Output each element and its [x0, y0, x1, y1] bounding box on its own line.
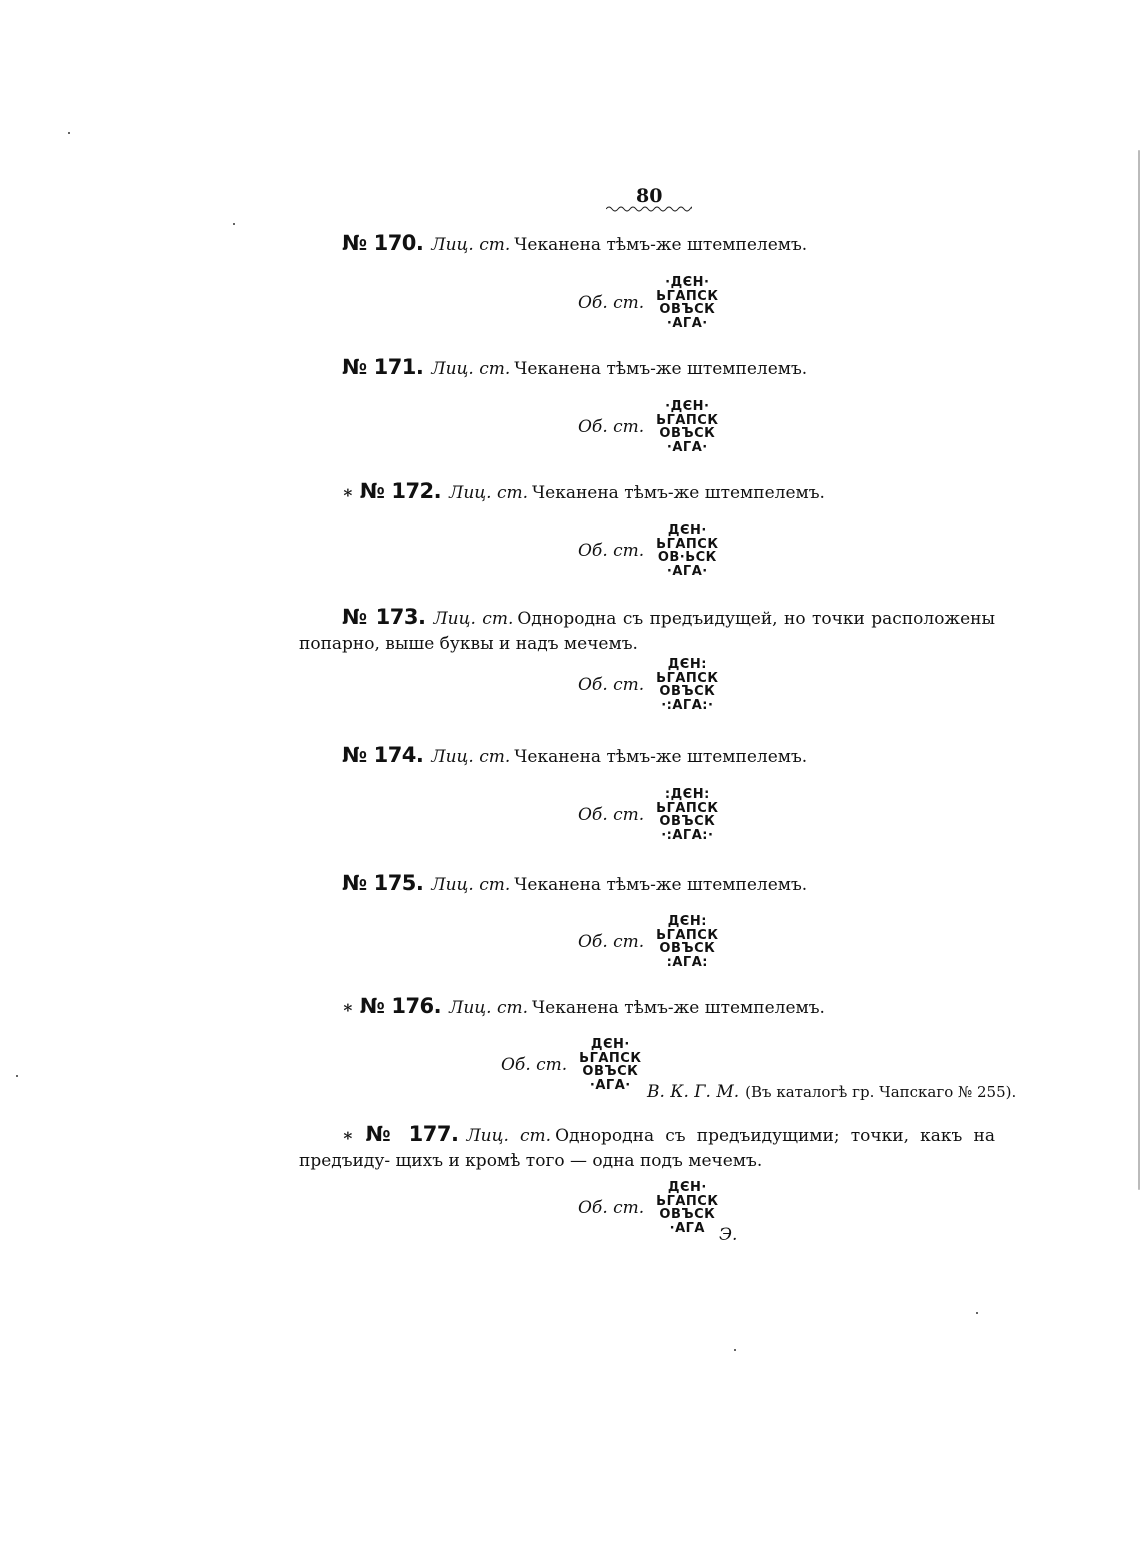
obverse-label: Лиц. ст.: [433, 609, 514, 629]
legend-line: ЬГАПСК: [656, 536, 719, 552]
obverse-label: Лиц. ст.: [431, 875, 511, 895]
legend-line: ДЄН·: [590, 1037, 630, 1052]
legend-line: ОВЪСК: [659, 426, 716, 441]
legend-line: ДЄН·: [667, 1180, 707, 1195]
entry-number: № 174.: [342, 743, 424, 767]
page-number: 80: [636, 185, 663, 207]
legend-line: :АГА:: [666, 954, 708, 970]
legend-line: ОВЪСК: [659, 684, 716, 699]
entry-text: Чеканена тѣмъ-же штемпелемъ.: [514, 359, 808, 379]
entry-172: [342, 479, 825, 506]
entry-173: [299, 605, 995, 657]
page-number-ornament: [606, 205, 692, 213]
obverse-label: Лиц. ст.: [431, 747, 511, 767]
legend-line: ·АГА·: [666, 439, 708, 455]
rarity-star: ∗: [342, 483, 354, 503]
collection-mark: Э.: [719, 1225, 738, 1245]
coin-legend: [656, 788, 718, 842]
reverse-173: [578, 658, 718, 712]
obverse-label: Лиц. ст.: [466, 1126, 552, 1146]
legend-line: ·:АГА:·: [661, 697, 714, 713]
legend-line: ·АГА·: [666, 315, 708, 331]
reverse-171: [578, 400, 718, 454]
coin-legend: [656, 915, 718, 969]
reverse-label: Об. ст.: [578, 805, 645, 825]
legend-line: ОВЪСК: [659, 1207, 716, 1222]
legend-line: ЬГАПСК: [656, 412, 719, 428]
legend-line: ЬГАПСК: [656, 927, 719, 943]
coin-legend: [656, 524, 718, 578]
entry-text: Чеканена тѣмъ-же штемпелемъ.: [532, 998, 825, 1018]
coin-legend: [656, 1181, 718, 1235]
entry-number: № 171.: [342, 355, 424, 379]
entry-text: Чеканена тѣмъ-же штемпелемъ.: [514, 875, 808, 895]
legend-line: ЬГАПСК: [579, 1050, 642, 1066]
legend-line: ЬГАПСК: [656, 670, 719, 686]
scan-speck: [734, 1349, 736, 1351]
obverse-label: Лиц. ст.: [431, 359, 511, 379]
obverse-label: Лиц. ст.: [449, 998, 528, 1018]
obverse-label: Лиц. ст.: [431, 235, 511, 255]
obverse-label: Лиц. ст.: [449, 483, 528, 503]
legend-line: ЬГАПСК: [656, 1193, 719, 1209]
legend-line: ·:АГА:·: [661, 827, 714, 843]
reverse-177: [578, 1181, 718, 1235]
reverse-label: Об. ст.: [578, 932, 645, 952]
entry-text: Однородна съ предъидущей, но точки расположены попарно, выше буквы и надъ мечемъ.: [299, 609, 995, 654]
entry-text: Чеканена тѣмъ-же штемпелемъ.: [514, 235, 808, 255]
rarity-star: ∗: [342, 1126, 354, 1146]
entry-175: [342, 871, 807, 898]
legend-line: ОВ·ЬСК: [657, 550, 717, 565]
entry-177: [299, 1122, 995, 1174]
collection-initials: В. К. Г. М.: [647, 1082, 740, 1102]
collection-note: [647, 1082, 1016, 1102]
legend-line: ОВЪСК: [659, 814, 716, 829]
legend-line: ОВЪСК: [659, 302, 716, 317]
entry-text: Чеканена тѣмъ-же штемпелемъ.: [514, 747, 808, 767]
legend-line: ЬГАПСК: [656, 288, 719, 304]
reverse-170: [578, 276, 718, 330]
entry-number: № 177.: [359, 1122, 459, 1146]
legend-line: ·ДЄН·: [665, 399, 710, 414]
reverse-label: Об. ст.: [578, 293, 645, 313]
reverse-label: Об. ст.: [578, 675, 645, 695]
scan-speck: [68, 132, 70, 134]
legend-line: ОВЪСК: [659, 941, 716, 956]
entry-number: № 175.: [342, 871, 424, 895]
scan-speck: [16, 1075, 18, 1077]
entry-text: Однородна съ предъидущими; точки, какъ на предъиду- щихъ и кромѣ того — одна подъ мечемъ.: [299, 1126, 995, 1171]
entry-170: [342, 231, 807, 258]
coin-legend: [656, 658, 718, 712]
legend-line: ЬГАПСК: [656, 800, 719, 816]
reverse-175: [578, 915, 718, 969]
legend-line: ДЄН·: [667, 523, 707, 538]
entry-number: № 176.: [359, 994, 442, 1018]
legend-line: ДЄН:: [667, 657, 707, 672]
reverse-172: [578, 524, 718, 578]
entry-text: Чеканена тѣмъ-же штемпелемъ.: [532, 483, 825, 503]
rarity-star: ∗: [342, 998, 354, 1018]
legend-line: ·АГА·: [589, 1077, 631, 1093]
reverse-176: [501, 1038, 641, 1092]
entry-number: № 170.: [342, 231, 424, 255]
legend-line: :ДЄН:: [664, 787, 710, 802]
legend-line: ·ДЄН·: [665, 275, 710, 290]
reverse-label: Об. ст.: [501, 1055, 568, 1075]
reverse-label: Об. ст.: [578, 541, 645, 561]
reverse-label: Об. ст.: [578, 1198, 645, 1218]
entry-171: [342, 355, 807, 382]
entry-176: [342, 994, 825, 1021]
entry-number: № 172.: [359, 479, 442, 503]
legend-line: ·АГА: [669, 1220, 705, 1236]
entry-number: № 173.: [342, 605, 426, 629]
coin-legend: [579, 1038, 641, 1092]
coin-legend: [656, 276, 718, 330]
entry-174: [342, 743, 807, 770]
legend-line: ДЄН:: [667, 914, 707, 929]
scan-speck: [233, 223, 235, 225]
coin-legend: [656, 400, 718, 454]
legend-line: ·АГА·: [666, 563, 708, 579]
reverse-174: [578, 788, 718, 842]
reverse-label: Об. ст.: [578, 417, 645, 437]
scan-speck: [976, 1312, 978, 1314]
legend-line: ОВЪСК: [582, 1064, 639, 1079]
catalog-reference: (Въ каталогѣ гр. Чапскаго № 255).: [745, 1083, 1017, 1101]
